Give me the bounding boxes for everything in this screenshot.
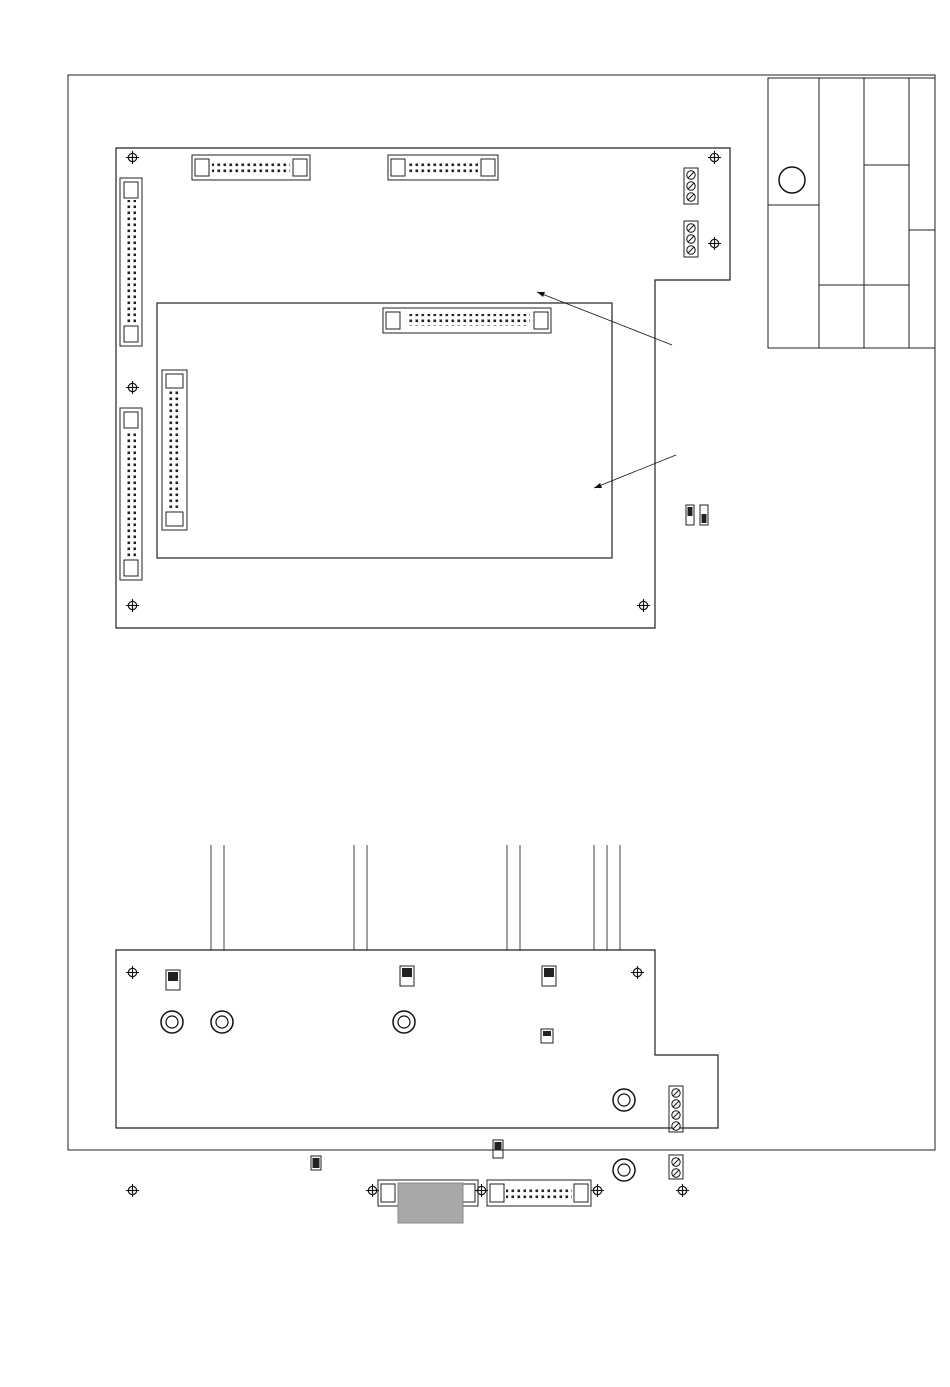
outputs-board: [116, 148, 730, 628]
fuse-f5: [393, 1011, 415, 1033]
connector-j1: [192, 155, 310, 180]
wire-leaders: [211, 845, 620, 950]
connector-j4: [120, 178, 142, 346]
rep-i30-terminal: [684, 168, 698, 204]
fuse-f1: [613, 1089, 635, 1111]
jumper-sl4: [541, 1029, 553, 1043]
switch-sw4: [166, 970, 180, 990]
switch-sw2: [400, 966, 414, 986]
page-frame: [68, 75, 935, 1150]
terminal-baterias: [669, 1155, 683, 1179]
jumper-sl3: [311, 1156, 321, 1170]
seleccion-legend: [537, 292, 708, 525]
connector-j6-power: [378, 1180, 478, 1223]
connector-j6: [162, 370, 187, 530]
company-logo: [779, 167, 805, 193]
fuse-f4: [211, 1011, 233, 1033]
detection-board: [116, 845, 718, 1223]
rep-i1-terminal: [684, 221, 698, 257]
switch-sw1: [542, 966, 556, 986]
jumper-sl5: [493, 1140, 503, 1158]
inner-relay-board: [157, 303, 612, 558]
fuse-f2: [161, 1011, 183, 1033]
connector-j5: [383, 308, 551, 333]
fuse-f3: [613, 1159, 635, 1181]
terminal-trafo: [669, 1086, 683, 1132]
title-block: [768, 78, 935, 348]
connector-j2: [388, 155, 498, 180]
connector-j3: [120, 408, 142, 580]
connector-j7: [487, 1180, 591, 1206]
